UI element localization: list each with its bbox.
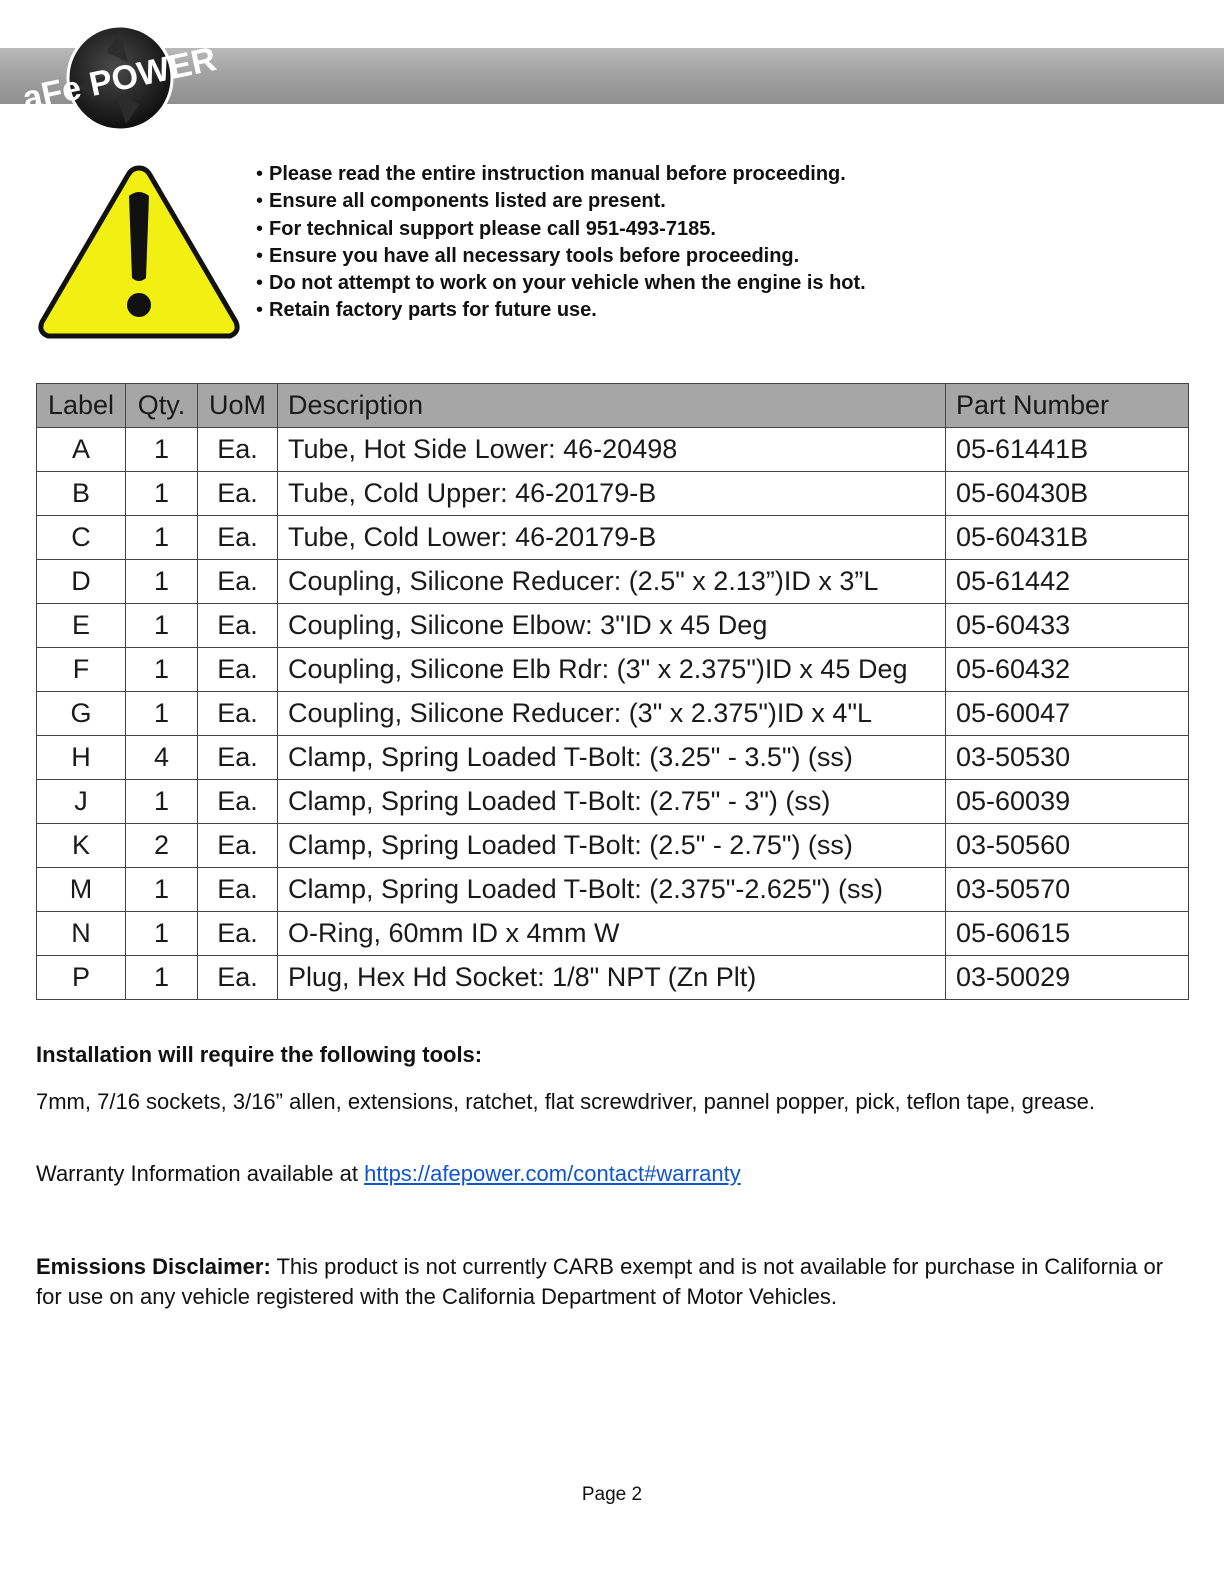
cell-part-number: 05-60430B — [946, 472, 1189, 516]
tools-heading: Installation will require the following tools: — [36, 1042, 483, 1067]
cell-qty: 1 — [126, 956, 198, 1000]
cell-description: Clamp, Spring Loaded T-Bolt: (2.75" - 3") (ss) — [278, 780, 946, 824]
cell-qty: 1 — [126, 780, 198, 824]
table-row — [37, 780, 1189, 824]
cell-uom: Ea. — [198, 736, 278, 780]
cell-uom: Ea. — [198, 604, 278, 648]
cell-part-number: 03-50560 — [946, 824, 1189, 868]
cell-description: Coupling, Silicone Elbow: 3"ID x 45 Deg — [278, 604, 946, 648]
cell-part-number: 05-60047 — [946, 692, 1189, 736]
cell-uom: Ea. — [198, 648, 278, 692]
cell-qty: 1 — [126, 692, 198, 736]
cell-qty: 1 — [126, 648, 198, 692]
cell-part-number: 05-61441B — [946, 428, 1189, 472]
cell-uom: Ea. — [198, 824, 278, 868]
safety-note: • For technical support please call 951-493-7185. — [256, 217, 716, 240]
cell-label: D — [37, 560, 126, 604]
table-row — [37, 428, 1189, 472]
cell-uom: Ea. — [198, 956, 278, 1000]
cell-qty: 1 — [126, 428, 198, 472]
table-row — [37, 560, 1189, 604]
cell-label: J — [37, 780, 126, 824]
cell-qty: 2 — [126, 824, 198, 868]
cell-label: H — [37, 736, 126, 780]
cell-description: Coupling, Silicone Elb Rdr: (3" x 2.375")ID x 45 Deg — [278, 648, 946, 692]
cell-label: M — [37, 868, 126, 912]
cell-description: Plug, Hex Hd Socket: 1/8" NPT (Zn Plt) — [278, 956, 946, 1000]
column-header-part-number: Part Number — [946, 384, 1189, 428]
cell-part-number: 03-50029 — [946, 956, 1189, 1000]
cell-uom: Ea. — [198, 692, 278, 736]
cell-qty: 1 — [126, 912, 198, 956]
warranty-link[interactable]: https://afepower.com/contact#warranty — [364, 1161, 741, 1186]
safety-note: • Ensure all components listed are present. — [256, 190, 666, 213]
cell-label: P — [37, 956, 126, 1000]
table-row — [37, 868, 1189, 912]
cell-part-number: 05-60615 — [946, 912, 1189, 956]
cell-uom: Ea. — [198, 912, 278, 956]
safety-notes-list — [256, 161, 1156, 325]
warranty-prefix: Warranty Information available at — [36, 1161, 365, 1186]
table-row — [37, 516, 1189, 560]
cell-description: Coupling, Silicone Reducer: (2.5" x 2.13”)ID x 3”L — [278, 560, 946, 604]
cell-description: Tube, Cold Lower: 46-20179-B — [278, 516, 946, 560]
parts-table-body — [37, 428, 1189, 1000]
column-header-description: Description — [278, 384, 946, 428]
warning-icon — [36, 160, 242, 342]
table-row — [37, 472, 1189, 516]
cell-label: C — [37, 516, 126, 560]
table-row — [37, 824, 1189, 868]
cell-qty: 1 — [126, 604, 198, 648]
emissions-text: This product is not currently CARB exempt and is not available for purchase in California or for use on any vehicle registered with the California Department of Motor Vehicles. — [36, 1254, 1164, 1309]
table-row — [37, 912, 1189, 956]
safety-note: • Do not attempt to work on your vehicle when the engine is hot. — [256, 272, 866, 295]
cell-label: K — [37, 824, 126, 868]
table-row — [37, 648, 1189, 692]
cell-part-number: 05-61442 — [946, 560, 1189, 604]
cell-description: Clamp, Spring Loaded T-Bolt: (2.375"-2.625") (ss) — [278, 868, 946, 912]
cell-label: A — [37, 428, 126, 472]
cell-qty: 1 — [126, 560, 198, 604]
emissions-label: Emissions Disclaimer: — [36, 1254, 271, 1279]
cell-qty: 1 — [126, 516, 198, 560]
cell-part-number: 03-50570 — [946, 868, 1189, 912]
cell-description: Tube, Hot Side Lower: 46-20498 — [278, 428, 946, 472]
afe-power-logo — [19, 22, 246, 134]
cell-uom: Ea. — [198, 780, 278, 824]
page-number: Page 2 — [581, 1484, 643, 1505]
cell-uom: Ea. — [198, 516, 278, 560]
cell-qty: 1 — [126, 472, 198, 516]
safety-note: • Please read the entire instruction manual before proceeding. — [256, 163, 846, 185]
cell-part-number: 03-50530 — [946, 736, 1189, 780]
table-row — [37, 604, 1189, 648]
cell-uom: Ea. — [198, 868, 278, 912]
cell-part-number: 05-60039 — [946, 780, 1189, 824]
cell-description: Coupling, Silicone Reducer: (3" x 2.375")ID x 4"L — [278, 692, 946, 736]
cell-part-number: 05-60433 — [946, 604, 1189, 648]
cell-label: E — [37, 604, 126, 648]
table-row — [37, 956, 1189, 1000]
cell-uom: Ea. — [198, 472, 278, 516]
column-header-uom: UoM — [198, 384, 278, 428]
cell-uom: Ea. — [198, 428, 278, 472]
safety-note: • Retain factory parts for future use. — [256, 299, 597, 322]
cell-description: Clamp, Spring Loaded T-Bolt: (2.5" - 2.75") (ss) — [278, 824, 946, 868]
cell-label: N — [37, 912, 126, 956]
cell-description: Tube, Cold Upper: 46-20179-B — [278, 472, 946, 516]
cell-description: Clamp, Spring Loaded T-Bolt: (3.25" - 3.5") (ss) — [278, 736, 946, 780]
parts-table — [36, 383, 1189, 1000]
warranty-info — [36, 1161, 741, 1187]
column-header-label: Label — [37, 384, 126, 428]
emissions-disclaimer — [36, 1252, 1166, 1312]
cell-label: G — [37, 692, 126, 736]
safety-note: • Ensure you have all necessary tools before proceeding. — [256, 244, 800, 267]
cell-label: F — [37, 648, 126, 692]
cell-qty: 4 — [126, 736, 198, 780]
cell-qty: 1 — [126, 868, 198, 912]
table-header-row — [37, 384, 1189, 428]
cell-label: B — [37, 472, 126, 516]
tools-list: 7mm, 7/16 sockets, 3/16” allen, extensions, ratchet, flat screwdriver, pannel popper, pick, teflon tape, grease. — [36, 1089, 1096, 1114]
cell-part-number: 05-60432 — [946, 648, 1189, 692]
cell-description: O-Ring, 60mm ID x 4mm W — [278, 912, 946, 956]
cell-uom: Ea. — [198, 560, 278, 604]
table-row — [37, 736, 1189, 780]
logo-text: aFe POWER — [19, 40, 220, 119]
column-header-qty: Qty. — [126, 384, 198, 428]
cell-part-number: 05-60431B — [946, 516, 1189, 560]
table-row — [37, 692, 1189, 736]
